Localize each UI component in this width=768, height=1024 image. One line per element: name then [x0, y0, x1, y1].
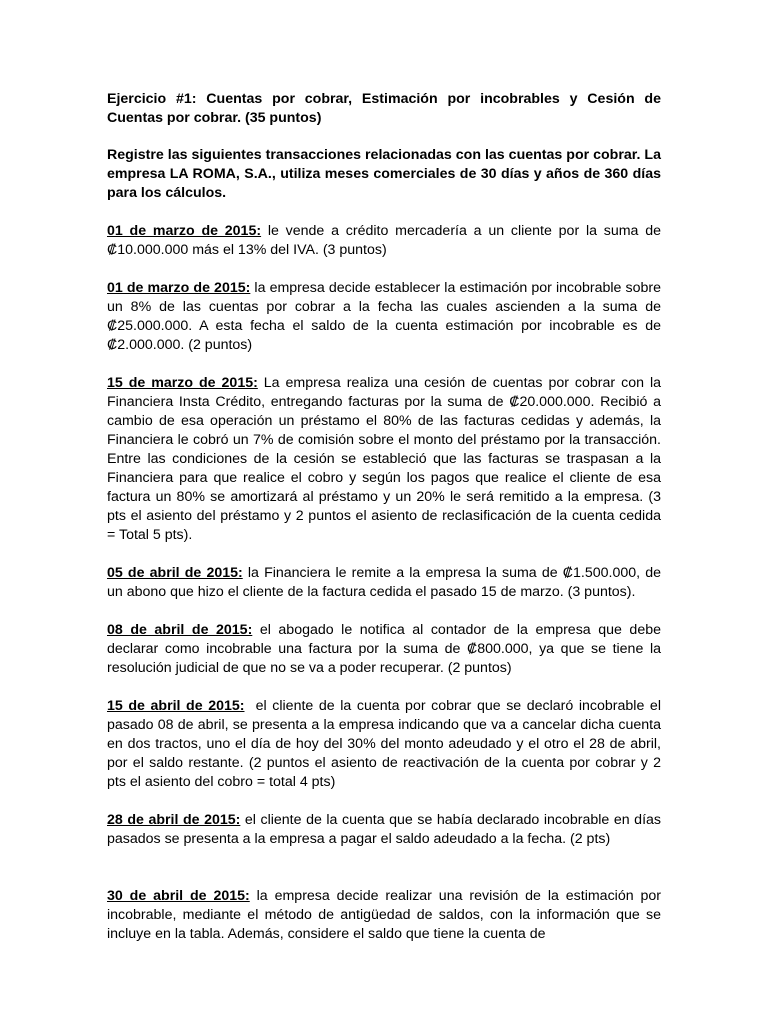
exercise-instructions: Registre las siguientes transacciones relacionadas con las cuentas por cobrar. La empresa LA ROMA, S.A., utiliza meses comerciales de 30 días y años de 360 días para los cálculos.	[107, 147, 661, 201]
entry-text: La empresa realiza una cesión de cuentas por cobrar con la Financiera Insta Crédito, entregando facturas por la suma de ₡20.000.000. Recibió a cambio de esa operación un préstamo el 80% de las facturas cedidas y además, la Financiera le cobró un 7% de comisión sobre el monto del préstamo por la transacción. Entre las condiciones de la cesión se estableció que las facturas se traspasan a la Financiera para que realice el cobro y según los pagos que realice el cliente de esa factura un 80% se amortizará al préstamo y un 20% le será remitido a la empresa. (3 pts el asiento del préstamo y 2 puntos el asiento de reclasificación de la cuenta cedida = Total 5 pts).	[107, 375, 661, 543]
transaction-entry	[107, 222, 661, 260]
entry-date: 01 de marzo de 2015:	[107, 280, 251, 296]
entry-text: el cliente de la cuenta por cobrar que se declaró incobrable el pasado 08 de abril, se presenta a la empresa indicando que va a cancelar dicha cuenta en dos tractos, uno el día de hoy del 30% del monto adeudado y el otro el 28 de abril, por el saldo restante. (2 puntos el asiento de reactivación de la cuenta por cobrar y 2 pts el asiento del cobro = total 4 pts)	[107, 698, 665, 790]
entry-text: la empresa decide establecer la estimación por incobrable sobre un 8% de las cuentas por cobrar a la fecha las cuales ascienden a la suma de ₡25.000.000. A esta fecha el saldo de la cuenta estimación por incobrable es de ₡2.000.000. (2 puntos)	[107, 280, 661, 353]
entry-date: 15 de abril de 2015:	[107, 698, 245, 714]
entry-text: la Financiera le remite a la empresa la suma de ₡1.500.000, de un abono que hizo el cliente de la factura cedida el pasado 15 de marzo. (3 puntos).	[107, 565, 661, 600]
entry-text: el cliente de la cuenta que se había declarado incobrable en días pasados se presenta a la empresa a pagar el saldo adeudado a la fecha. (2 pts)	[107, 812, 661, 847]
transaction-entry	[107, 697, 665, 792]
entry-text: la empresa decide realizar una revisión de la estimación por incobrable, mediante el método de antigüedad de saldos, con la información que se incluye en la tabla. Además, considere el saldo que tiene la cuenta de	[107, 888, 661, 942]
transaction-entry	[107, 887, 661, 944]
entry-date: 28 de abril de 2015:	[107, 812, 241, 828]
entry-date: 05 de abril de 2015:	[107, 565, 243, 581]
entry-date: 01 de marzo de 2015:	[107, 223, 262, 239]
transaction-entry	[107, 374, 661, 545]
entry-date: 08 de abril de 2015:	[107, 622, 253, 638]
entry-date: 30 de abril de 2015:	[107, 888, 250, 904]
transaction-entry	[107, 811, 661, 849]
transaction-entry	[107, 564, 661, 602]
exercise-title: Ejercicio #1: Cuentas por cobrar, Estimación por incobrables y Cesión de Cuentas por cobrar. (35 puntos)	[107, 91, 661, 126]
entry-text: el abogado le notifica al contador de la empresa que debe declarar como incobrable una factura por la suma de ₡800.000, ya que se tiene la resolución judicial de que no se va a poder recuperar. (2 puntos)	[107, 622, 661, 676]
entry-date: 15 de marzo de 2015:	[107, 375, 258, 391]
transaction-entry	[107, 621, 661, 678]
transaction-entry	[107, 279, 661, 355]
entry-text: le vende a crédito mercadería a un cliente por la suma de ₡10.000.000 más el 13% del IVA. (3 puntos)	[107, 223, 662, 258]
